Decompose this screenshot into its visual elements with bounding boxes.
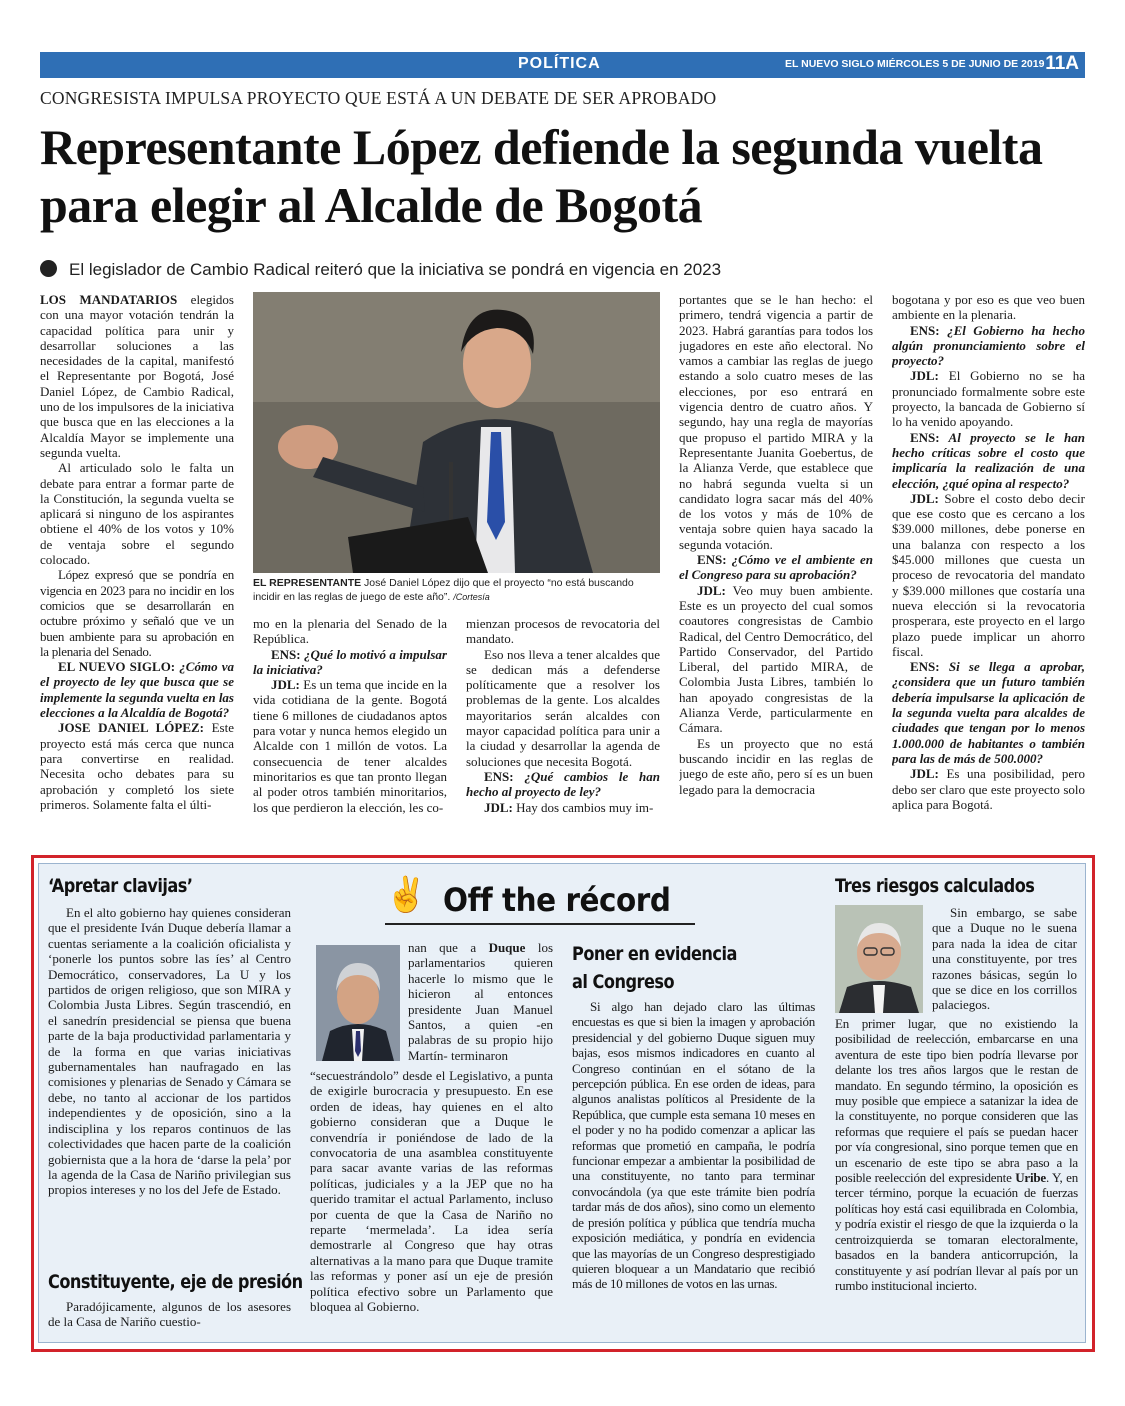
section-body-apretar-cont: “secuestrándolo” desde el Legislativo, a punta de exigirle burocracia y presupuesto. En ese orden de ideas, hay quienes en el alto gobierno consideran que a Duque le convendría ir poniéndose de lado de la convocatoria de una asamblea constituyente para sacar avante varias de las reformas políticas, judiciales y a la JEP que no ha querido tramitar el actual Parlamento, incluso por cuenta de que la Casa de Nariño no reparte ‘mermelada’. La idea sería demostrarle al Congreso que hay otras alternativas a la mano para que Duque tramite las reformas y poner así un eje de presión política efectivo sobre un Parlamento que bloquea al Gobierno.: [310, 1068, 553, 1315]
dateline: EL NUEVO SIGLO MIÉRCOLES 5 DE JUNIO DE 2019: [785, 58, 1045, 70]
paragraph: bogotana y por eso es que veo buen ambiente en la plenaria.: [892, 292, 1085, 323]
subhead-text: El legislador de Cambio Radical reiteró que la iniciativa se pondrá en vigencia en 2023: [69, 260, 722, 279]
peace-hand-icon: ✌: [385, 877, 428, 914]
article-photo: [253, 292, 660, 573]
question: ENS: Si se llega a aprobar, ¿considera que un futuro también debería impulsarse la aplicación de la segunda vuelta para alcaldes de ciudades que tengan por lo menos 1.000.000 de habitantes o también para las de más de 500.000?: [892, 659, 1085, 766]
answer: JDL: Veo muy buen ambiente. Este es un proyecto del cual somos coautores congresistas de Cambio Radical, del Centro Democrático, del Partido Conservador, del Partido Liberal, del partido MIRA, de Colombia Justa Libres, también lo han apoyado congresistas de la Alianza Verde, particularmente en Cámara.: [679, 582, 873, 736]
subhead: [40, 260, 721, 280]
section-body-apretar-cont-top: nan que a Duque los parlamentarios quieren hacerle lo mismo que le hicieron al entonces presidente Juan Manuel Santos, a quien -en palabras de su propio hijo Martín- terminaron: [408, 940, 553, 1063]
section-body-constituyente: Paradójicamente, algunos de los asesores de la Casa de Nariño cuestio-: [48, 1299, 291, 1330]
page-number: 11A: [1045, 53, 1079, 74]
section-title-apretar: ‘Apretar clavijas’: [48, 875, 193, 897]
question: ENS: ¿Qué cambios le han hecho al proyecto de ley?: [466, 768, 660, 800]
article-column-1: [40, 292, 234, 847]
kicker: CONGRESISTA IMPULSA PROYECTO QUE ESTÁ A UN DEBATE DE SER APROBADO: [40, 88, 717, 108]
article-column-3: [466, 616, 660, 848]
bullet-dot-icon: [40, 260, 57, 277]
headline: Representante López defiende la segunda vuelta para elegir al Alcalde de Bogotá: [40, 119, 1043, 233]
article-column-2: [253, 616, 447, 848]
answer: JDL: Hay dos cambios muy im-: [484, 799, 654, 815]
article-column-5: [892, 292, 1085, 848]
question: ENS: Al proyecto se le han hecho críticas sobre el costo que implicaría la realización de una elección, ¿qué opina al respecto?: [892, 429, 1085, 491]
duque-portrait-illustration: [316, 945, 400, 1061]
section-body-riesgos: En primer lugar, que no existiendo la posibilidad de reelección, embarcarse en una aventura de este tipo bien podría llevarse por delante los tres años largos que le restan de mandato. En segundo término, la oposición es muy posible que empiece a satanizar la idea de la constituyente, no porque consideren que las reformas que requiere el país se puedan hacer por vía congresional, sino porque temen que en un escenario de este tipo se abra paso a la posible reelección del expresidente Uribe. Y, en tercer término, porque la ecuación de fuerzas políticas hoy está casi equilibrada en Colombia, y podría existir el riesgo de que la izquierda o la centroizquierda se tomaran electoralmente, basados en la bandera anticorrupción, la constituyente y así podrían llevar al país por un rumbo institucional incierto.: [835, 1016, 1078, 1293]
section-body-riesgos-top: Sin embargo, se sabe que a Duque no le suena para nada la idea de citar una constituyente, por tres razones básicas, según lo que se dice en los corrillos palaciegos.: [932, 905, 1077, 1013]
section-title-riesgos: Tres riesgos calculados: [835, 875, 1035, 897]
off-the-record-title: [385, 873, 695, 925]
question: ENS: ¿Cómo ve el ambiente en el Congreso para su aprobación?: [679, 552, 873, 583]
section-body-evidencia: Si algo han dejado claro las últimas encuestas es que si bien la imagen y aprobación presidencial y del gobierno Duque siguen muy bajas, esos mismos indicadores en cuanto al Congreso continúan en el sótano de la percepción pública. En ese orden de ideas, para algunos analistas políticos al Presidente de la República, que cumple esta semana 10 meses en el poder y no ha podido comenzar a aplicar las reformas que prometió en campaña, le podría funcionar empezar a ambientar la posibilidad de una constituyente, no tanto para terminar convocándola (ya que este trámite bien podría tardar más de dos años), sino como un elemento de presión política y pública que tendría mucha exposición mediática, y pondría en evidencia que las mayorías de un Congreso desprestigiado quieren bloquear a un Mandatario que recibió más de 10 millones de votos en las urnas.: [572, 999, 815, 1292]
paragraph: mienzan procesos de revocatoria del mandato.: [466, 616, 660, 647]
emphasis-name: Uribe: [1015, 1170, 1046, 1186]
paragraph: Eso nos lleva a tener alcaldes que se dedican más a defenderse políticamente que a resolver los problemas de la gente. Los alcaldes mayoritarios serán alcaldes con mayor capacidad política para unir a la ciudad y desarrollar la agenda de soluciones que necesita Bogotá.: [466, 646, 660, 769]
paragraph: López expresó que se pondría en vigencia en 2023 para no incidir en los comicios que se desarrollarán en octubre próximo y señaló que ve un buen ambiente para su aprobación en la plenaria del Senado.: [40, 567, 234, 659]
question: EL NUEVO SIGLO: ¿Cómo va el proyecto de ley que busca que se implemente la segunda vuelta en las elecciones a la Alcaldía de Bogotá?: [40, 659, 234, 721]
answer: JDL: El Gobierno no se ha pronunciado formalmente sobre este proyecto, la bancada de Gobierno sí lo ha venido apoyando.: [892, 368, 1085, 430]
question: ENS: ¿El Gobierno ha hecho algún pronunciamiento sobre el proyecto?: [892, 322, 1085, 369]
answer: JDL: Es un tema que incide en la vida cotidiana de la gente. Bogotá tiene 6 millones de ciudadanos aptos para votar y nunca hemos elegido un Alcalde con 1 millón de votos. La consecuencia de tener alcaldes minoritarios es que tan pronto llegan al poder otros también minoritarios, los que perdieron la elección, les co-: [253, 677, 447, 815]
uribe-portrait-illustration: [835, 905, 923, 1013]
article-column-4: [679, 292, 873, 848]
uribe-photo: [835, 905, 923, 1013]
section-title-evidencia-l2: al Congreso: [572, 971, 675, 993]
off-the-record-heading: Off the récord: [443, 881, 671, 919]
section-header-bar: [40, 52, 1085, 78]
section-body-apretar: En el alto gobierno hay quienes consideran que el presidente Iván Duque debería llamar a cuentas seriamente a la coalición oficialista y ‘ponerle los puntos sobre las íes’ al Centro Democrático, conservadores, La U y los partidos de origen religioso, que son MIRA y Colombia Justa Libres. Según trascendió, en el sanedrín presidencial se piensa que buena parte de la baja productividad parlamentaria y de la forma en que varias iniciativas gubernamentales han naufragado en las comisiones y plenarias de Senado y Cámara se debe, no tanto al accionar de los partidos independientes y de oposición, sino a la indisciplina y los reparos continuos de las colectividades que hacen parte de la coalición gobiernista que a la hora de ‘darse la pela’ por la agenda de la Casa de Nariño privilegian sus propios intereses y no los del Jefe de Estado.: [48, 905, 291, 1198]
emphasis-name: Duque: [488, 940, 526, 955]
section-title-evidencia-l1: Poner en evidencia: [572, 943, 737, 965]
answer: JOSE DANIEL LÓPEZ: Este proyecto está más cerca que nunca para convertirse en realidad. Necesita ocho debates para su aprobación y completó los siete primeros. Solamente falta el últi-: [40, 720, 234, 812]
question: ENS: ¿Qué lo motivó a impulsar la iniciativa?: [253, 646, 447, 677]
duque-photo: [316, 945, 400, 1061]
paragraph: Al articulado solo le falta un debate para entrar a formar parte de la Constitución, la segunda vuelta se aplicará si ninguno de los aspirantes obtiene el 40% de los votos y 10% de ventaja sobre el segundo colocado.: [40, 460, 234, 568]
answer: JDL: Es una posibilidad, pero debo ser claro que este proyecto solo aplica para Bogotá.: [892, 766, 1085, 812]
paragraph: LOS MANDATARIOS elegidos con una mayor votación tendrán la capacidad política para unir y desarrollar soluciones a las necesidades de la capital, manifestó el Representante por Bogotá, José Daniel López, de Cambio Radical, uno de los impulsores de la iniciativa que busca que en las elecciones a la Alcaldía Mayor se implemente una segunda vuelta.: [40, 292, 234, 460]
section-title-constituyente: Constituyente, eje de presión: [48, 1271, 303, 1293]
paragraph: mo en la plenaria del Senado de la República.: [253, 616, 447, 647]
paragraph: portantes que se le han hecho: el primero, tendrá vigencia a partir de 2023. Habrá garantías para todos los jugadores en este año electoral. No vamos a cambiar las reglas de juego estando a solo cuatro meses de las elecciones, por eso entrará en vigencia dentro de cuatro años. Y segundo, hay una regla de mayorías que propuso el partido MIRA y la Representante Juanita Goebertus, de la Alianza Verde, que establece que no habrá segunda vuelta si un candidato logra sacar más del 40% de los votos y más de 10% de ventaja sobre quien haya sacado la segunda votación.: [679, 292, 873, 552]
paragraph: Es un proyecto que no está buscando incidir en las reglas de juego de este año, pero sí es un buen legado para la democracia: [679, 735, 873, 797]
photo-caption: EL REPRESENTANTE José Daniel López dijo que el proyecto “no está buscando incidir en las reglas de juego de este año”. /Cortesía: [253, 577, 634, 603]
section-name: POLÍTICA: [518, 55, 601, 72]
answer: JDL: Sobre el costo debo decir que ese costo que es cercano a los $39.000 millones, debe ponerse en una balanza con respecto a los $45.000 millones que cuesta un proceso de revocatoria del mandato y $39.000 millones que costaría una nueva elección si la revocatoria prosperara, este proyecto en el largo plazo puede implicar un ahorro fiscal.: [892, 490, 1085, 659]
speaker-photo-illustration: [253, 292, 660, 573]
